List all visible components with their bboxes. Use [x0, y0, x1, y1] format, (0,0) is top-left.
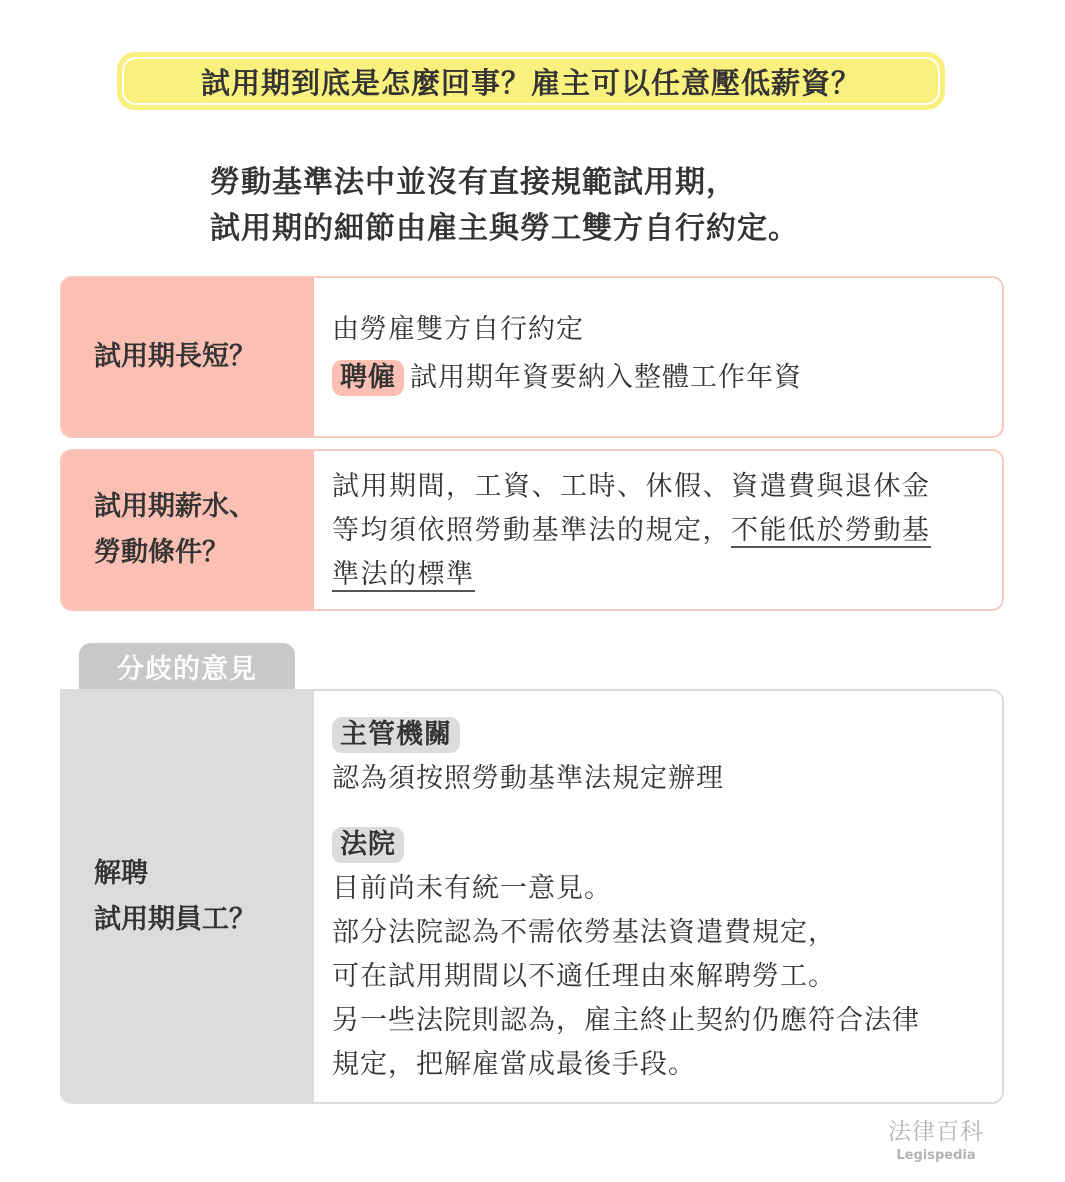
card-probation-pay [60, 449, 1004, 611]
card-body-probation-length [314, 278, 1002, 436]
probation-pay-line-3 [332, 553, 1002, 597]
card-dismissal [60, 689, 1004, 1104]
probation-pay-line-3-underlined: 準法的標準 [332, 559, 475, 590]
intro-line-2: 試用期的細節由雇主與勞工雙方自行約定。 [210, 211, 799, 246]
page-title: 試用期到底是怎麼回事？雇主可以任意壓低薪資？ [122, 57, 940, 105]
brand-name-en: Legispedia [896, 1148, 976, 1163]
court-text-line-4: 另一些法院則認為，雇主終止契約仍應符合法律 [332, 1005, 920, 1036]
card-label-probation-length: 試用期長短？ [62, 278, 314, 436]
probation-length-line-1: 由勞雇雙方自行約定 [332, 314, 584, 345]
court-text-line-2: 部分法院認為不需依勞基法資遣費規定， [332, 917, 836, 948]
card-label-dismissal-line-2: 試用期員工？ [94, 903, 256, 935]
card-label-probation-pay-line-1: 試用期薪水、 [94, 491, 256, 522]
authority-tag-row [332, 713, 1002, 757]
authority-tag: 主管機關 [332, 717, 460, 753]
title-banner [117, 52, 945, 110]
probation-length-line-2-text: 試用期年資要納入整體工作年資 [410, 362, 802, 393]
probation-pay-line-2-underlined: 不能低於勞動基 [731, 515, 931, 546]
court-text-line-3: 可在試用期間以不適任理由來解聘勞工。 [332, 961, 836, 992]
card-probation-length [60, 276, 1004, 438]
court-tag-row [332, 823, 1002, 867]
employment-tag: 聘僱 [332, 360, 404, 396]
brand-name-zh: 法律百科 [888, 1119, 984, 1145]
probation-pay-line-2-plain: 等均須依照勞動基準法的規定， [332, 515, 731, 546]
probation-pay-line-2 [332, 509, 1002, 553]
card-body-probation-pay [314, 451, 1002, 609]
authority-text: 認為須按照勞動基準法規定辦理 [332, 763, 724, 794]
court-text-line-5: 規定，把解雇當成最後手段。 [332, 1049, 696, 1080]
intro-line-1: 勞動基準法中並沒有直接規範試用期， [210, 165, 737, 200]
section-tab-divergent-opinions: 分歧的意見 [79, 643, 295, 690]
probation-length-line-2 [332, 356, 1002, 400]
brand-logo [880, 1116, 992, 1164]
card-label-probation-pay [62, 451, 314, 609]
card-label-dismissal-line-1: 解聘 [94, 857, 148, 889]
court-tag: 法院 [332, 827, 404, 863]
card-label-probation-pay-line-2: 勞動條件？ [94, 537, 229, 568]
court-text-line-1: 目前尚未有統一意見。 [332, 873, 612, 904]
intro-text [210, 160, 930, 252]
card-label-dismissal [62, 691, 314, 1102]
probation-pay-line-1: 試用期間，工資、工時、休假、資遣費與退休金 [332, 471, 931, 502]
card-body-dismissal [314, 691, 1002, 1102]
